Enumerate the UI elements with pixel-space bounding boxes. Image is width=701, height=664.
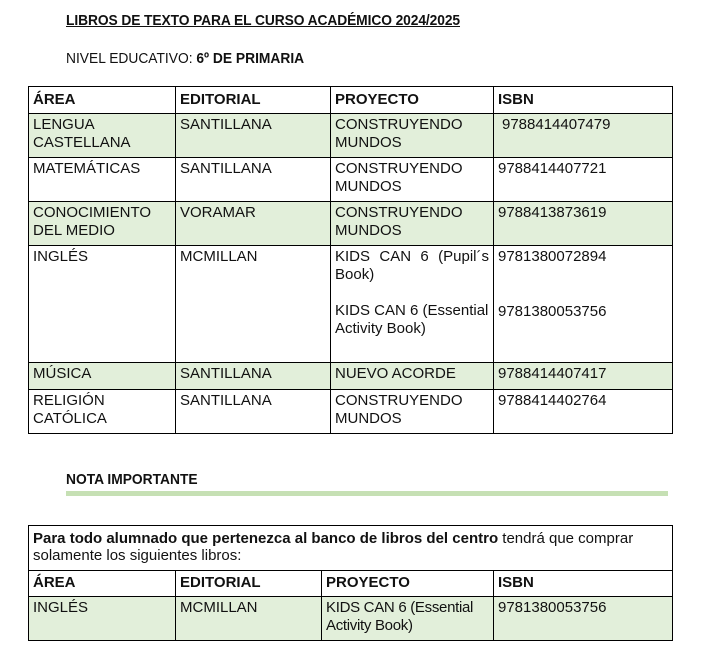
proyecto-line-1: KIDS CAN 6 (Pupil´s Book) (335, 248, 489, 283)
header-area: ÁREA (29, 571, 176, 597)
cell-area: INGLÉS (29, 597, 176, 641)
table-header-row (29, 87, 673, 114)
cell-editorial: MCMILLAN (176, 246, 331, 363)
education-level-value: 6º DE PRIMARIA (196, 50, 305, 67)
table-header-row (29, 571, 673, 597)
cell-area: LENGUA CASTELLANA (29, 114, 176, 158)
cell-proyecto (331, 246, 494, 363)
note-divider (66, 491, 668, 496)
cell-editorial: SANTILLANA (176, 390, 331, 434)
cell-area: RELIGIÓN CATÓLICA (29, 390, 176, 434)
header-editorial: EDITORIAL (176, 571, 322, 597)
cell-isbn: 9788414402764 (494, 390, 673, 434)
header-area: ÁREA (29, 87, 176, 114)
cell-isbn (494, 246, 673, 363)
cell-proyecto: NUEVO ACORDE (331, 363, 494, 390)
cell-editorial: SANTILLANA (176, 114, 331, 158)
cell-isbn: 9781380053756 (494, 597, 673, 641)
table-row (29, 114, 673, 158)
book-bank-table (28, 525, 673, 641)
cell-editorial: SANTILLANA (176, 363, 331, 390)
table-row (29, 158, 673, 202)
cell-area: MATEMÁTICAS (29, 158, 176, 202)
cell-isbn: 9788413873619 (494, 202, 673, 246)
isbn-line-2: 9781380053756 (498, 303, 607, 320)
cell-area: MÚSICA (29, 363, 176, 390)
cell-proyecto: CONSTRUYENDO MUNDOS (331, 158, 494, 202)
cell-editorial: VORAMAR (176, 202, 331, 246)
header-editorial: EDITORIAL (176, 87, 331, 114)
book-bank-intro (29, 526, 673, 571)
proyecto-line-2: KIDS CAN 6 (Essential Activity Book) (335, 302, 489, 337)
table-row (29, 246, 673, 363)
education-level (66, 50, 304, 67)
cell-proyecto: CONSTRUYENDO MUNDOS (331, 390, 494, 434)
header-isbn: ISBN (494, 87, 673, 114)
intro-rest: tendrá que comprar solamente los siguientes libros: (33, 530, 634, 564)
note-title: NOTA IMPORTANTE (66, 471, 198, 488)
cell-proyecto: KIDS CAN 6 (Essential Activity Book) (322, 597, 494, 641)
table-row (29, 390, 673, 434)
document-title: LIBROS DE TEXTO PARA EL CURSO ACADÉMICO 2024/2025 (66, 12, 461, 29)
textbooks-table (28, 86, 673, 434)
cell-area: INGLÉS (29, 246, 176, 363)
table-row (29, 202, 673, 246)
header-proyecto: PROYECTO (322, 571, 494, 597)
cell-isbn: 9788414407417 (494, 363, 673, 390)
cell-editorial: SANTILLANA (176, 158, 331, 202)
cell-proyecto: CONSTRUYENDO MUNDOS (331, 114, 494, 158)
isbn-line-1: 9781380072894 (498, 248, 607, 265)
table-row (29, 597, 673, 641)
cell-area: CONOCIMIENTO DEL MEDIO (29, 202, 176, 246)
table-row (29, 363, 673, 390)
header-isbn: ISBN (494, 571, 673, 597)
cell-isbn: 9788414407721 (494, 158, 673, 202)
cell-isbn: 9788414407479 (494, 114, 673, 158)
cell-proyecto: CONSTRUYENDO MUNDOS (331, 202, 494, 246)
education-level-label: NIVEL EDUCATIVO: (66, 50, 193, 67)
book-bank-intro-row (29, 526, 673, 571)
header-proyecto: PROYECTO (331, 87, 494, 114)
cell-editorial: MCMILLAN (176, 597, 322, 641)
intro-bold: Para todo alumnado que pertenezca al banco de libros del centro (33, 530, 499, 547)
